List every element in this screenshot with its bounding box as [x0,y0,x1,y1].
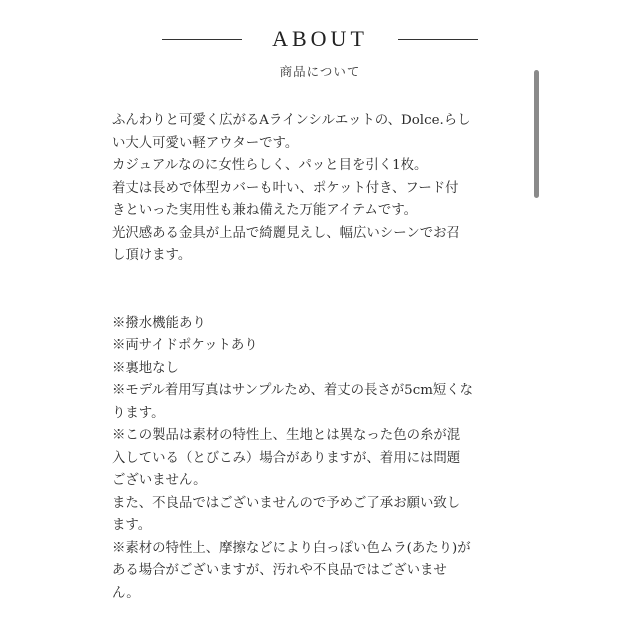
page-title: ABOUT [272,26,368,51]
right-divider [398,39,478,40]
description-line: し頂けます。 [112,248,192,263]
note-line: ります。 [112,405,165,421]
note-line: ます。 [112,518,152,533]
note-line: ※モデル着用写真はサンプルため、着丈の長さが5cm短くな [112,383,474,398]
description-line: ふんわりと可愛く広がるAラインシルエットの、Dolce.らし [112,113,471,128]
note-line: ※両サイドポケットあり [112,338,258,353]
description-line: きといった実用性も兼ね備えた万能アイテムです。 [112,203,418,218]
note-line: ※素材の特性上、摩擦などにより白っぽい色ムラ(あたり)が [112,540,471,556]
note-line: 入している（とびこみ）場合がありますが、着用には問題 [112,450,461,466]
scrollbar[interactable] [534,70,539,198]
page-subtitle: 商品について [279,64,361,79]
note-line: また、不良品ではございませんので予めご了承お願い致し [112,495,461,511]
description-line: 着丈は長めで体型カバーも叶い、ポケット付き、フード付 [112,180,459,196]
description-line: い大人可愛い軽アウターです。 [112,135,299,151]
product-description [112,110,532,268]
note-line: ございません。 [112,473,207,488]
product-notes [112,313,532,606]
note-line: ※裏地なし [112,360,179,376]
paragraph-gap [112,268,532,313]
note-line: ※撥水機能あり [112,315,206,331]
left-divider [162,39,242,40]
description-line: カジュアルなのに女性らしく、パッと目を引く1枚。 [112,158,428,173]
note-line: ん。 [112,585,140,601]
section-header [0,26,640,52]
description-line: 光沢感ある金具が上品で綺麗見えし、幅広いシーンでお召 [112,225,460,241]
description-content [112,110,532,605]
note-line: ある場合がございますが、汚れや不良品ではございませ [112,563,447,578]
note-line: ※この製品は素材の特性上、生地とは異なった色の糸が混 [112,428,461,443]
